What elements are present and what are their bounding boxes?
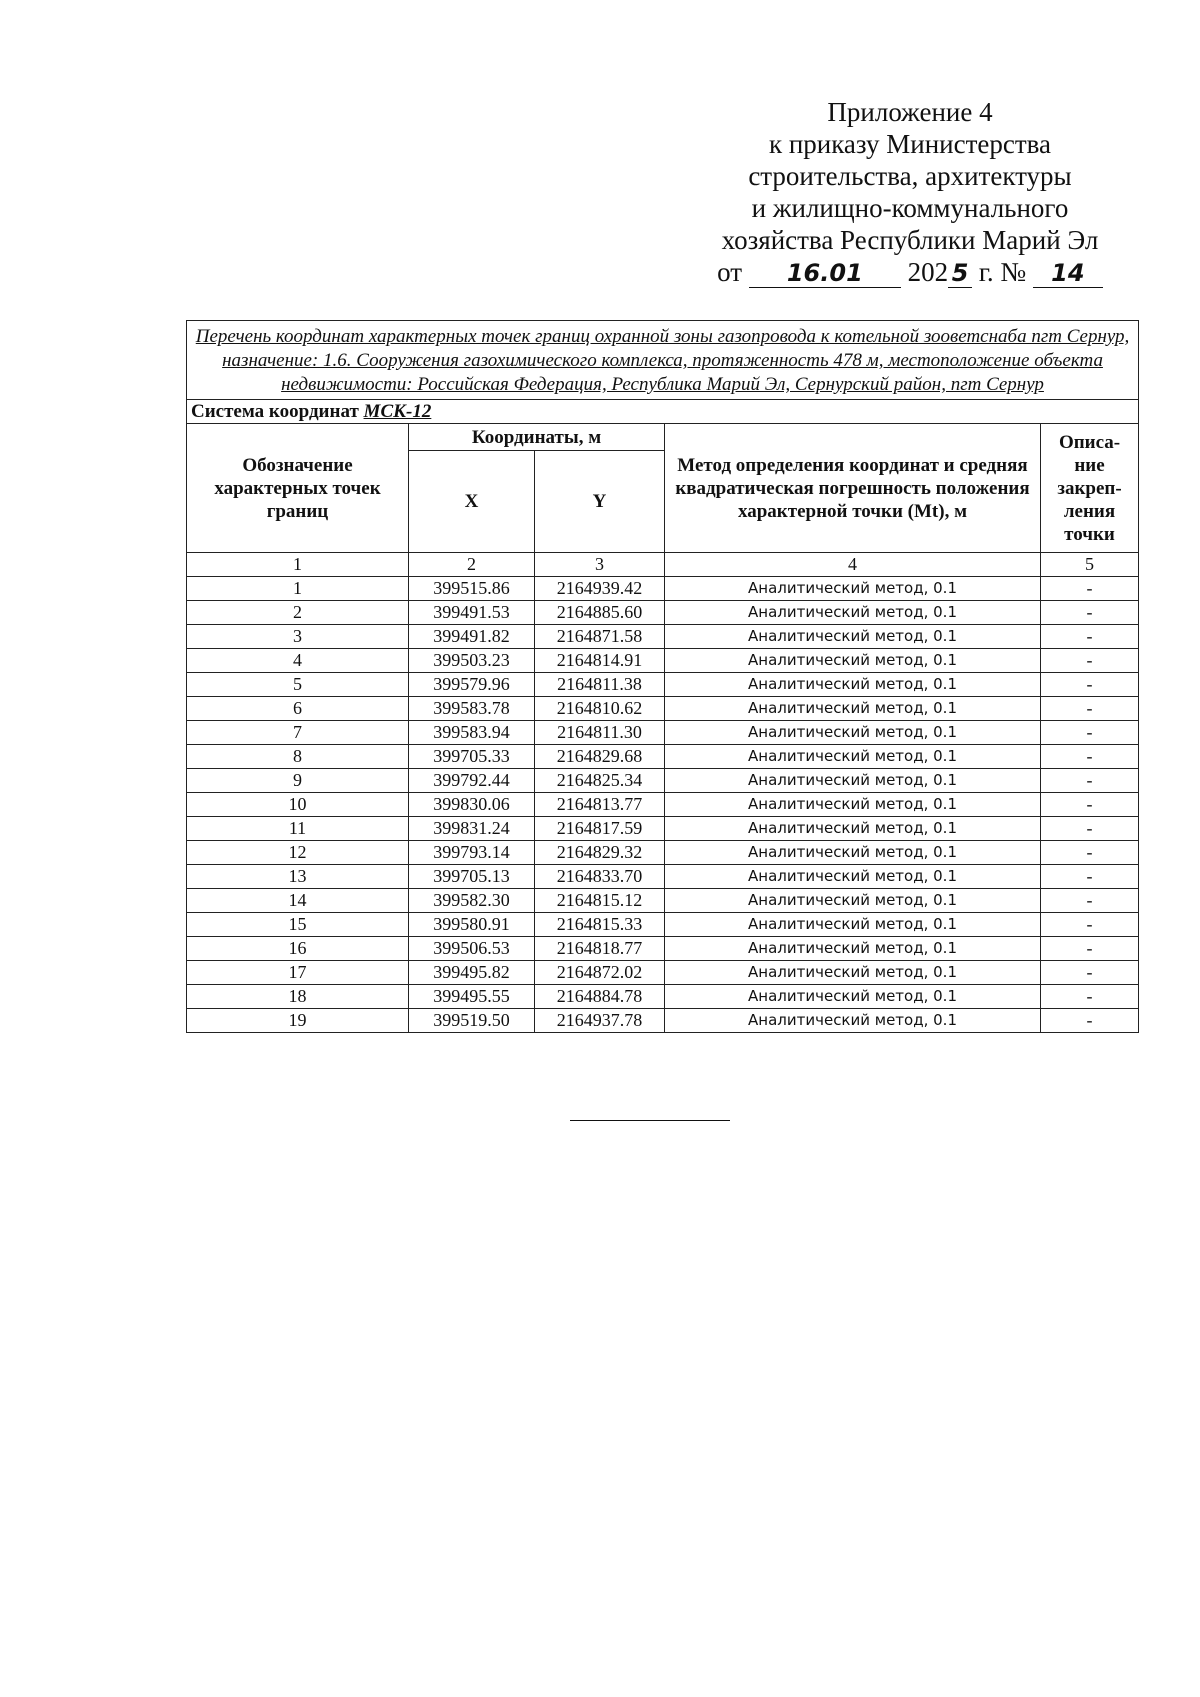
y-coordinate-cell: 2164829.32 xyxy=(535,841,665,865)
column-number: 3 xyxy=(535,553,665,577)
y-coordinate-cell: 2164817.59 xyxy=(535,817,665,841)
column-number: 5 xyxy=(1041,553,1139,577)
y-coordinate-cell: 2164814.91 xyxy=(535,649,665,673)
x-coordinate-cell: 399495.82 xyxy=(409,961,535,985)
coordinate-system-value: МСК-12 xyxy=(363,401,432,422)
y-coordinate-cell: 2164939.42 xyxy=(535,577,665,601)
column-number: 4 xyxy=(665,553,1041,577)
from-label: от xyxy=(717,257,743,287)
method-cell: Аналитический метод, 0.1 xyxy=(665,673,1041,697)
point-number-cell: 11 xyxy=(187,817,409,841)
col-point-header: Обозначение характерных точек границ xyxy=(187,424,409,553)
description-cell: - xyxy=(1041,889,1139,913)
y-coordinate-cell: 2164818.77 xyxy=(535,937,665,961)
description-cell: - xyxy=(1041,937,1139,961)
x-coordinate-cell: 399580.91 xyxy=(409,913,535,937)
point-number-cell: 17 xyxy=(187,961,409,985)
point-number-cell: 8 xyxy=(187,745,409,769)
point-number-cell: 18 xyxy=(187,985,409,1009)
method-cell: Аналитический метод, 0.1 xyxy=(665,649,1041,673)
point-number-cell: 16 xyxy=(187,937,409,961)
point-number-cell: 9 xyxy=(187,769,409,793)
x-coordinate-cell: 399506.53 xyxy=(409,937,535,961)
x-coordinate-cell: 399830.06 xyxy=(409,793,535,817)
y-coordinate-cell: 2164937.78 xyxy=(535,1009,665,1033)
method-cell: Аналитический метод, 0.1 xyxy=(665,625,1041,649)
table-row xyxy=(187,673,1139,697)
y-coordinate-cell: 2164871.58 xyxy=(535,625,665,649)
point-number-cell: 12 xyxy=(187,841,409,865)
table-row xyxy=(187,745,1139,769)
x-coordinate-cell: 399793.14 xyxy=(409,841,535,865)
y-coordinate-cell: 2164815.12 xyxy=(535,889,665,913)
y-coordinate-cell: 2164885.60 xyxy=(535,601,665,625)
method-cell: Аналитический метод, 0.1 xyxy=(665,721,1041,745)
method-cell: Аналитический метод, 0.1 xyxy=(665,697,1041,721)
y-coordinate-cell: 2164815.33 xyxy=(535,913,665,937)
point-number-cell: 6 xyxy=(187,697,409,721)
table-body xyxy=(187,577,1139,1033)
method-cell: Аналитический метод, 0.1 xyxy=(665,865,1041,889)
header-line: и жилищно-коммунального xyxy=(751,193,1069,223)
method-cell: Аналитический метод, 0.1 xyxy=(665,937,1041,961)
x-coordinate-cell: 399583.78 xyxy=(409,697,535,721)
description-cell: - xyxy=(1041,841,1139,865)
table-row xyxy=(187,793,1139,817)
table-row xyxy=(187,865,1139,889)
description-cell: - xyxy=(1041,673,1139,697)
header-line: хозяйства Республики Марий Эл xyxy=(721,225,1099,255)
point-number-cell: 1 xyxy=(187,577,409,601)
handwritten-date: 16.01 xyxy=(749,259,901,288)
point-number-cell: 14 xyxy=(187,889,409,913)
table-row xyxy=(187,625,1139,649)
header-line: к приказу Министерства xyxy=(768,129,1052,159)
table-row xyxy=(187,889,1139,913)
x-coordinate-cell: 399491.82 xyxy=(409,625,535,649)
point-number-cell: 5 xyxy=(187,673,409,697)
method-cell: Аналитический метод, 0.1 xyxy=(665,577,1041,601)
col-y-header: Y xyxy=(535,451,665,553)
method-cell: Аналитический метод, 0.1 xyxy=(665,793,1041,817)
description-cell: - xyxy=(1041,817,1139,841)
description-cell: - xyxy=(1041,745,1139,769)
number-label: г. № xyxy=(978,257,1027,287)
x-coordinate-cell: 399503.23 xyxy=(409,649,535,673)
description-cell: - xyxy=(1041,1009,1139,1033)
column-number: 2 xyxy=(409,553,535,577)
table-title: Перечень координат характерных точек границ охранной зоны газопровода к котельной зооветснаба пгт Сернур, назначение: 1.6. Сооружения газохимического комплекса, протяженность 478 м, местоположение объекта недвижимости: Российская Федерация, Республика Марий Эл, Сернурский район, пгт Сернур xyxy=(187,321,1139,400)
table-row xyxy=(187,841,1139,865)
y-coordinate-cell: 2164813.77 xyxy=(535,793,665,817)
y-coordinate-cell: 2164884.78 xyxy=(535,985,665,1009)
point-number-cell: 15 xyxy=(187,913,409,937)
x-coordinate-cell: 399582.30 xyxy=(409,889,535,913)
description-cell: - xyxy=(1041,649,1139,673)
x-coordinate-cell: 399519.50 xyxy=(409,1009,535,1033)
method-cell: Аналитический метод, 0.1 xyxy=(665,913,1041,937)
year-prefix: 202 xyxy=(907,257,949,287)
appendix-header xyxy=(690,96,1130,288)
description-cell: - xyxy=(1041,697,1139,721)
method-cell: Аналитический метод, 0.1 xyxy=(665,985,1041,1009)
handwritten-number: 14 xyxy=(1033,259,1103,288)
method-cell: Аналитический метод, 0.1 xyxy=(665,1009,1041,1033)
point-number-cell: 3 xyxy=(187,625,409,649)
method-cell: Аналитический метод, 0.1 xyxy=(665,961,1041,985)
table-row xyxy=(187,985,1139,1009)
y-coordinate-cell: 2164810.62 xyxy=(535,697,665,721)
y-coordinate-cell: 2164829.68 xyxy=(535,745,665,769)
table-row xyxy=(187,913,1139,937)
description-cell: - xyxy=(1041,793,1139,817)
col-desc-header: Описа-ние закреп-ления точки xyxy=(1041,424,1139,553)
table-row xyxy=(187,937,1139,961)
table-row xyxy=(187,961,1139,985)
description-cell: - xyxy=(1041,721,1139,745)
method-cell: Аналитический метод, 0.1 xyxy=(665,817,1041,841)
x-coordinate-cell: 399491.53 xyxy=(409,601,535,625)
point-number-cell: 13 xyxy=(187,865,409,889)
x-coordinate-cell: 399792.44 xyxy=(409,769,535,793)
point-number-cell: 19 xyxy=(187,1009,409,1033)
end-divider xyxy=(570,1120,730,1121)
description-cell: - xyxy=(1041,961,1139,985)
table-row xyxy=(187,817,1139,841)
point-number-cell: 4 xyxy=(187,649,409,673)
y-coordinate-cell: 2164872.02 xyxy=(535,961,665,985)
description-cell: - xyxy=(1041,913,1139,937)
x-coordinate-cell: 399705.13 xyxy=(409,865,535,889)
table-row xyxy=(187,697,1139,721)
column-numbers-row xyxy=(187,553,1139,577)
table-row xyxy=(187,769,1139,793)
col-x-header: X xyxy=(409,451,535,553)
table-row xyxy=(187,1009,1139,1033)
y-coordinate-cell: 2164811.30 xyxy=(535,721,665,745)
table-row xyxy=(187,649,1139,673)
coordinate-system xyxy=(187,400,1139,424)
header-line: строительства, архитектуры xyxy=(748,161,1072,191)
x-coordinate-cell: 399583.94 xyxy=(409,721,535,745)
description-cell: - xyxy=(1041,601,1139,625)
table-row xyxy=(187,721,1139,745)
coordinates-table xyxy=(186,320,1139,1033)
method-cell: Аналитический метод, 0.1 xyxy=(665,769,1041,793)
header-line: Приложение 4 xyxy=(827,97,993,127)
method-cell: Аналитический метод, 0.1 xyxy=(665,745,1041,769)
col-method-header: Метод определения координат и средняя квадратическая погрешность положения характерной точки (Mt), м xyxy=(665,424,1041,553)
handwritten-year: 5 xyxy=(948,259,972,288)
x-coordinate-cell: 399579.96 xyxy=(409,673,535,697)
point-number-cell: 2 xyxy=(187,601,409,625)
x-coordinate-cell: 399831.24 xyxy=(409,817,535,841)
coordinate-system-label: Система координат xyxy=(191,401,359,422)
description-cell: - xyxy=(1041,625,1139,649)
description-cell: - xyxy=(1041,769,1139,793)
y-coordinate-cell: 2164811.38 xyxy=(535,673,665,697)
description-cell: - xyxy=(1041,577,1139,601)
x-coordinate-cell: 399495.55 xyxy=(409,985,535,1009)
col-coords-header: Координаты, м xyxy=(409,424,665,451)
table-row xyxy=(187,577,1139,601)
method-cell: Аналитический метод, 0.1 xyxy=(665,841,1041,865)
method-cell: Аналитический метод, 0.1 xyxy=(665,889,1041,913)
order-date-line xyxy=(690,256,1130,288)
point-number-cell: 10 xyxy=(187,793,409,817)
table-row xyxy=(187,601,1139,625)
x-coordinate-cell: 399705.33 xyxy=(409,745,535,769)
y-coordinate-cell: 2164833.70 xyxy=(535,865,665,889)
description-cell: - xyxy=(1041,985,1139,1009)
x-coordinate-cell: 399515.86 xyxy=(409,577,535,601)
method-cell: Аналитический метод, 0.1 xyxy=(665,601,1041,625)
description-cell: - xyxy=(1041,865,1139,889)
y-coordinate-cell: 2164825.34 xyxy=(535,769,665,793)
point-number-cell: 7 xyxy=(187,721,409,745)
column-number: 1 xyxy=(187,553,409,577)
